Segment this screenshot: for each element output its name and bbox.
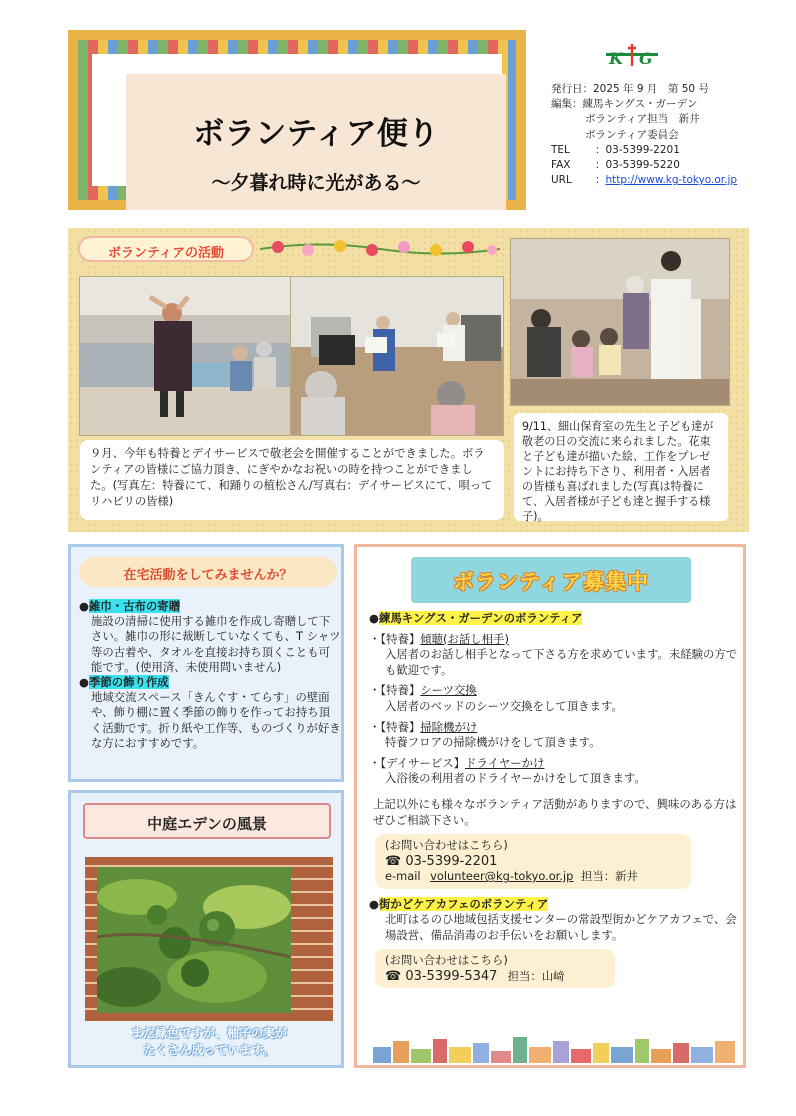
photo-traditional-dance	[79, 276, 291, 436]
dance-photo-image	[80, 277, 291, 436]
activity-text-right: 9/11、細山保育室の先生と子ども達が敬老の日の交流に来られました。花束と子ども達が描いた絵、工作をプレゼントにお持ち下さり、利用者・入居者の皆様も喜ばれました(写真は特養にて、入居者様が子ども達と握手する様子)。	[514, 413, 728, 521]
issue-info	[551, 82, 791, 188]
home-activity-body	[79, 599, 341, 751]
recruit-item-desc: 入浴後の利用者のドライヤーかけをして頂きます。	[385, 771, 646, 786]
editor-line-2: ボランティア担当 新井	[585, 113, 700, 126]
home-item-1-heading	[79, 599, 341, 614]
editor-label: 編集：	[551, 98, 583, 111]
recruit-banner-label: ボランティア募集中	[452, 570, 650, 594]
fax-row	[551, 158, 791, 173]
recruit-section-1-heading	[369, 611, 741, 627]
photo-music-rehab	[290, 276, 504, 436]
newsletter-subtitle: ～夕暮れ時に光がある～	[211, 172, 421, 194]
recruit-body	[369, 611, 741, 988]
garden-caption-line-1: まだ緑色ですが、柚子の実が	[130, 1026, 287, 1040]
website-link[interactable]: http://www.kg-tokyo.or.jp	[605, 174, 738, 187]
contact-box-2	[375, 949, 615, 988]
contact-1-person: 担当：新井	[580, 869, 638, 884]
recruit-item-desc: 特養フロアの掃除機がけをして頂きます。	[385, 735, 601, 750]
bullet: ●	[369, 611, 379, 625]
home-activity-box	[68, 544, 344, 782]
recruit-item-desc: 入居者のお話し相手となって下さる方を求めています。未経験の方でも歓迎です。	[385, 647, 738, 677]
recruit-section-1-title: 練馬キングス・ガーデンのボランティア	[378, 611, 583, 625]
home-item-2-title: 季節の飾り作成	[88, 675, 169, 690]
title-frame-inner	[92, 54, 502, 194]
editor-name: 練馬キングス・ガーデン	[582, 98, 698, 111]
svg-text:K: K	[609, 49, 623, 66]
contact-2-phone: ☎ 03-5399-5347	[385, 968, 498, 984]
home-item-2-heading	[79, 675, 341, 690]
recruit-banner	[411, 557, 691, 603]
issue-date: 発行日：2025 年 9 月 第 50 号	[551, 83, 709, 95]
contact-2-phone-row	[385, 969, 605, 985]
tel-number: ：03-5399-2201	[595, 143, 680, 156]
garden-caption	[81, 1025, 337, 1059]
title-box	[126, 74, 506, 210]
home-item-2-desc: 地域交流スペース「きんぐす・てらす」の壁面や、飾り棚に置く季節の飾りを作ってお持ち頂く活動です。折り紙や工作等、ものづくりが好きな方におすすめです。	[91, 690, 341, 750]
home-item-1-title: 雑巾・古布の寄贈	[88, 599, 181, 613]
recruit-box	[354, 544, 746, 1068]
newsletter-title: ボランティア便り	[193, 116, 439, 152]
url-row	[551, 173, 791, 188]
photo-children-visit	[510, 238, 730, 406]
contact-1-email-row	[385, 869, 681, 885]
flower-garland-icon	[260, 238, 500, 260]
recruit-section-2-title: 街かどケアカフェのボランティア	[378, 896, 549, 911]
garden-box	[68, 790, 344, 1068]
recruit-item-desc: 入居者のベッドのシーツ交換をして頂きます。	[385, 698, 623, 713]
activity-tag	[78, 236, 254, 262]
activity-section	[68, 228, 749, 532]
recruit-item-1	[369, 632, 741, 648]
garden-tag-label: 中庭エデンの風景	[147, 815, 267, 833]
recruit-item-title: 掃除機がけ	[420, 719, 478, 734]
activity-tag-label: ボランティアの活動	[108, 246, 224, 261]
email-link[interactable]: volunteer@kg-tokyo.or.jp	[430, 869, 574, 884]
svg-text:G: G	[639, 49, 653, 66]
garden-tag	[83, 803, 331, 839]
bullet: ●	[79, 675, 89, 690]
fax-label: FAX	[551, 159, 571, 172]
fax-number: ：03-5399-5220	[595, 159, 680, 172]
recruit-item-title: ドライヤーかけ	[465, 755, 545, 770]
contact-1-phone: ☎ 03-5399-2201	[385, 853, 498, 869]
activity-text-left: ９月、今年も特養とデイサービスで敬老会を開催することができました。ボランティアの皆様にご協力頂き、にぎやかなお祝いの時を持つことができました。(写真左：特養にて、和踊りの植松さん/写真右：デイサービスにて、唄ってリハビリの皆様)	[80, 440, 504, 520]
contact-2-heading: (お問い合わせはこちら)	[385, 953, 508, 968]
recruit-section-2-desc: 北町はるのひ地域包括支援センターの常設型街かどケアカフェで、会場設営、備品消毒のお手伝いをお願いします。	[385, 912, 737, 942]
garden-caption-line-2: たくさん成っています。	[143, 1043, 275, 1057]
recruit-item-category: ・【デイサービス】	[369, 755, 466, 770]
bullet: ●	[79, 599, 89, 613]
recruit-item-title: 傾聴(お話し相手)	[420, 631, 509, 646]
music-photo-image	[291, 277, 504, 436]
recruit-item-2	[369, 683, 741, 699]
tel-row	[551, 143, 791, 158]
recruit-item-title: シーツ交換	[420, 683, 477, 698]
contact-2-person: 担当：山﨑	[507, 968, 565, 983]
recruit-note: 上記以外にも様々なボランティア活動がありますので、興味のある方はぜひご相談下さい。	[373, 796, 737, 827]
tel-label: TEL	[551, 143, 570, 156]
editor-row	[551, 97, 791, 112]
contact-box-1	[375, 834, 691, 889]
home-activity-tag	[79, 557, 337, 587]
recruit-item-3	[369, 720, 741, 736]
url-sep: ：	[595, 174, 606, 187]
home-item-1-desc: 施設の清掃に使用する雑巾を作成し寄贈して下さい。雑巾の形に裁断していなくても、T シャツ等の古着や、タオルを直接お持ち頂くことも可能です。(使用済、未使用問いません)	[91, 614, 341, 674]
title-frame	[68, 30, 526, 210]
home-activity-tag-label: 在宅活動をしてみませんか？	[123, 568, 293, 583]
recruit-item-4	[369, 756, 741, 772]
townscape-icon	[373, 1033, 737, 1063]
recruit-item-category: ・【特養】	[369, 719, 421, 734]
recruit-item-category: ・【特養】	[369, 631, 421, 646]
contact-1-heading: (お問い合わせはこちら)	[385, 838, 508, 853]
recruit-item-category: ・【特養】	[369, 683, 421, 698]
children-photo-image	[511, 239, 730, 406]
yuzu-photo-image	[97, 867, 291, 1013]
bullet: ●	[369, 896, 379, 911]
editor-line-3: ボランティア委員会	[585, 128, 679, 141]
recruit-section-2-heading	[369, 897, 741, 913]
url-label: URL	[551, 174, 572, 187]
kg-logo-icon	[606, 44, 658, 66]
photo-yuzu	[97, 867, 291, 1013]
email-label: e-mail	[385, 869, 421, 884]
